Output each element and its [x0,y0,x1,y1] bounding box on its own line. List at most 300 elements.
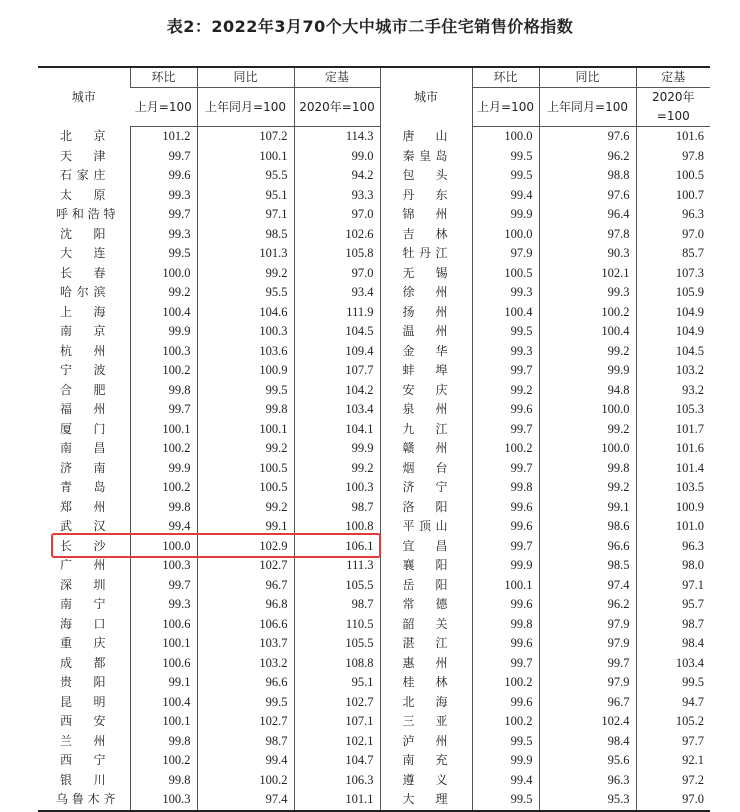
yoy-index-cell: 99.2 [539,420,636,440]
city-cell [38,712,130,732]
city-name: 岳 阳 [402,577,448,592]
mom-index-cell: 100.0 [130,537,197,557]
base-index-cell: 99.5 [636,673,710,693]
base-index-cell: 107.1 [294,712,380,732]
city-name: 秦皇岛 [402,148,448,163]
header-hb-left: 环比 [130,67,197,88]
mom-index-cell: 99.7 [130,147,197,167]
base-index-cell: 101.4 [636,459,710,479]
city-cell [380,205,472,225]
yoy-index-cell: 99.4 [197,751,294,771]
yoy-index-cell: 99.1 [197,517,294,537]
yoy-index-cell: 99.3 [539,283,636,303]
city-name: 北 海 [402,694,448,709]
table-row [38,595,710,615]
table-row [38,303,710,323]
yoy-index-cell: 100.5 [197,478,294,498]
city-cell [38,537,130,557]
mom-index-cell: 99.2 [130,283,197,303]
mom-index-cell: 99.4 [130,517,197,537]
yoy-index-cell: 100.9 [197,361,294,381]
city-name: 合 肥 [60,382,106,397]
table-row [38,693,710,713]
mom-index-cell: 99.9 [130,459,197,479]
mom-index-cell: 99.5 [472,147,539,167]
city-name: 扬 州 [402,304,448,319]
base-index-cell: 98.7 [294,595,380,615]
mom-index-cell: 100.0 [472,127,539,147]
city-cell [38,400,130,420]
city-name: 赣 州 [402,441,448,455]
city-cell [38,439,130,459]
mom-index-cell: 99.5 [472,732,539,752]
mom-index-cell: 99.5 [472,166,539,186]
city-name: 韶 关 [402,616,448,631]
base-index-cell: 92.1 [636,751,710,771]
base-index-cell: 97.0 [294,264,380,284]
table-row [38,751,710,771]
yoy-index-cell: 97.6 [539,186,636,206]
yoy-index-cell: 96.7 [539,693,636,713]
yoy-index-cell: 97.4 [197,790,294,811]
city-name: 惠 州 [402,655,448,670]
mom-index-cell: 100.2 [472,712,539,732]
city-name: 济 宁 [402,480,448,494]
table-row [38,225,710,245]
yoy-index-cell: 102.1 [539,264,636,284]
mom-index-cell: 99.8 [130,771,197,791]
city-name: 太 原 [60,187,106,202]
city-cell [38,420,130,440]
table-header [38,67,710,127]
base-index-cell: 93.2 [636,381,710,401]
table-row [38,439,710,459]
table-row [38,166,710,186]
table-row [38,283,710,303]
city-cell [380,654,472,674]
base-index-cell: 102.1 [294,732,380,752]
table-row [38,790,710,811]
yoy-index-cell: 97.6 [539,127,636,147]
yoy-index-cell: 99.2 [539,478,636,498]
base-index-cell: 93.3 [294,186,380,206]
city-cell [38,166,130,186]
city-name: 西 宁 [60,753,106,767]
mom-index-cell: 100.6 [130,615,197,635]
header-dj-base-right: 2020年=100 [636,88,710,127]
mom-index-cell: 97.9 [472,244,539,264]
yoy-index-cell: 98.6 [539,517,636,537]
city-name: 烟 台 [402,460,448,475]
city-cell [38,381,130,401]
table-row [38,127,710,147]
base-index-cell: 104.5 [636,342,710,362]
mom-index-cell: 100.2 [130,751,197,771]
mom-index-cell: 101.2 [130,127,197,147]
base-index-cell: 100.7 [636,186,710,206]
mom-index-cell: 99.9 [472,205,539,225]
city-cell [38,244,130,264]
city-cell [380,732,472,752]
base-index-cell: 93.4 [294,283,380,303]
city-cell [380,712,472,732]
city-cell [38,732,130,752]
header-hb-base-right: 上月=100 [472,88,539,127]
city-cell [380,517,472,537]
mom-index-cell: 99.8 [472,615,539,635]
city-cell [38,498,130,518]
city-cell [380,673,472,693]
city-name: 济 南 [60,460,106,475]
header-city-left: 城市 [71,89,96,104]
yoy-index-cell: 100.0 [539,439,636,459]
mom-index-cell: 99.8 [472,478,539,498]
yoy-index-cell: 107.2 [197,127,294,147]
yoy-index-cell: 102.4 [539,712,636,732]
yoy-index-cell: 99.2 [197,498,294,518]
header-dj-right: 定基 [636,67,710,88]
base-index-cell: 99.0 [294,147,380,167]
city-name: 泸 州 [402,733,448,748]
yoy-index-cell: 99.7 [539,654,636,674]
mom-index-cell: 99.6 [472,517,539,537]
mom-index-cell: 99.4 [472,186,539,206]
city-name: 包 头 [402,168,448,182]
base-index-cell: 95.1 [294,673,380,693]
table-row [38,361,710,381]
city-cell [380,790,472,811]
base-index-cell: 107.7 [294,361,380,381]
city-cell [38,342,130,362]
header-tb-base-right: 上年同月=100 [539,88,636,127]
yoy-index-cell: 100.0 [539,400,636,420]
table-row [38,322,710,342]
base-index-cell: 103.4 [636,654,710,674]
table-row [38,576,710,596]
mom-index-cell: 99.9 [472,556,539,576]
yoy-index-cell: 99.5 [197,693,294,713]
yoy-index-cell: 104.6 [197,303,294,323]
city-cell [38,283,130,303]
yoy-index-cell: 102.9 [197,537,294,557]
city-name: 宜 昌 [402,538,448,553]
base-index-cell: 105.5 [294,576,380,596]
base-index-cell: 104.7 [294,751,380,771]
city-cell [38,147,130,167]
table-row [38,537,710,557]
yoy-index-cell: 95.5 [197,283,294,303]
base-index-cell: 95.7 [636,595,710,615]
base-index-cell: 111.3 [294,556,380,576]
city-cell [38,576,130,596]
yoy-index-cell: 95.5 [197,166,294,186]
yoy-index-cell: 97.9 [539,673,636,693]
yoy-index-cell: 100.3 [197,322,294,342]
mom-index-cell: 99.7 [472,459,539,479]
city-name: 深 圳 [60,577,106,592]
base-index-cell: 105.9 [636,283,710,303]
base-index-cell: 109.4 [294,342,380,362]
mom-index-cell: 100.1 [130,420,197,440]
city-cell [38,790,130,811]
yoy-index-cell: 100.2 [197,771,294,791]
city-cell [380,751,472,771]
city-cell [380,244,472,264]
city-name: 泉 州 [402,402,448,416]
yoy-index-cell: 96.2 [539,595,636,615]
yoy-index-cell: 99.2 [197,439,294,459]
mom-index-cell: 99.6 [472,634,539,654]
city-cell [38,595,130,615]
city-name: 襄 阳 [402,558,448,572]
mom-index-cell: 100.1 [130,712,197,732]
city-cell [380,634,472,654]
base-index-cell: 107.3 [636,264,710,284]
city-cell [380,556,472,576]
mom-index-cell: 100.4 [130,303,197,323]
base-index-cell: 106.3 [294,771,380,791]
base-index-cell: 96.3 [636,205,710,225]
table-row [38,342,710,362]
city-cell [380,186,472,206]
mom-index-cell: 100.2 [130,478,197,498]
yoy-index-cell: 96.2 [539,147,636,167]
header-tb-base-left: 上年同月=100 [197,88,294,127]
base-index-cell: 104.5 [294,322,380,342]
table-row [38,712,710,732]
city-name: 银 川 [60,772,106,787]
yoy-index-cell: 106.6 [197,615,294,635]
city-cell [38,615,130,635]
base-index-cell: 101.1 [294,790,380,811]
city-cell [380,225,472,245]
base-index-cell: 114.3 [294,127,380,147]
city-cell [380,400,472,420]
table-row [38,498,710,518]
table-row [38,517,710,537]
yoy-index-cell: 98.8 [539,166,636,186]
city-name: 重 庆 [60,636,106,650]
mom-index-cell: 99.9 [472,751,539,771]
mom-index-cell: 99.3 [130,186,197,206]
mom-index-cell: 99.8 [130,498,197,518]
city-cell [380,693,472,713]
city-cell [38,361,130,381]
mom-index-cell: 99.4 [472,771,539,791]
city-cell [380,264,472,284]
base-index-cell: 97.2 [636,771,710,791]
city-cell [380,322,472,342]
base-index-cell: 104.9 [636,322,710,342]
table-row [38,556,710,576]
yoy-index-cell: 99.9 [539,361,636,381]
city-cell [380,439,472,459]
table-row [38,264,710,284]
base-index-cell: 100.8 [294,517,380,537]
base-index-cell: 97.0 [636,790,710,811]
city-name: 唐 山 [402,128,448,143]
base-index-cell: 98.4 [636,634,710,654]
city-name: 徐 州 [402,285,448,299]
base-index-cell: 102.6 [294,225,380,245]
mom-index-cell: 100.0 [130,264,197,284]
city-cell [380,537,472,557]
table-row [38,381,710,401]
header-tb-left: 同比 [197,67,294,88]
city-name: 沈 阳 [60,226,106,241]
base-index-cell: 97.0 [294,205,380,225]
header-city-right: 城市 [380,67,472,127]
table-row [38,771,710,791]
mom-index-cell: 100.4 [472,303,539,323]
mom-index-cell: 100.2 [130,361,197,381]
base-index-cell: 103.5 [636,478,710,498]
header-hb-base-left: 上月=100 [130,88,197,127]
city-name: 武 汉 [60,519,106,533]
base-index-cell: 99.2 [294,459,380,479]
city-cell [38,322,130,342]
city-name: 天 津 [60,148,106,163]
yoy-index-cell: 97.9 [539,615,636,635]
yoy-index-cell: 100.1 [197,147,294,167]
city-name: 青 岛 [60,480,106,494]
city-name: 乌鲁木齐 [56,792,116,806]
table-row [38,634,710,654]
header-hb-right: 环比 [472,67,539,88]
city-name: 锦 州 [402,207,448,221]
yoy-index-cell: 95.6 [539,751,636,771]
city-name: 大 理 [402,792,448,806]
city-name: 上 海 [60,304,106,319]
yoy-index-cell: 96.8 [197,595,294,615]
mom-index-cell: 99.6 [472,498,539,518]
mom-index-cell: 99.3 [472,342,539,362]
yoy-index-cell: 99.2 [539,342,636,362]
yoy-index-cell: 98.5 [197,225,294,245]
base-index-cell: 101.7 [636,420,710,440]
city-cell [38,673,130,693]
city-name: 九 江 [402,421,448,436]
yoy-index-cell: 97.9 [539,634,636,654]
base-index-cell: 101.6 [636,439,710,459]
yoy-index-cell: 99.2 [197,264,294,284]
yoy-index-cell: 100.1 [197,420,294,440]
city-cell [38,127,130,147]
table-row [38,147,710,167]
yoy-index-cell: 103.2 [197,654,294,674]
city-cell [38,205,130,225]
mom-index-cell: 100.3 [130,790,197,811]
city-cell [380,303,472,323]
city-cell [38,186,130,206]
yoy-index-cell: 99.5 [197,381,294,401]
yoy-index-cell: 103.6 [197,342,294,362]
table-row [38,459,710,479]
city-name: 蚌 埠 [402,363,448,377]
city-name: 南 充 [402,753,448,767]
mom-index-cell: 99.7 [130,205,197,225]
city-cell [380,771,472,791]
base-index-cell: 101.0 [636,517,710,537]
city-cell [38,303,130,323]
mom-index-cell: 100.2 [130,439,197,459]
mom-index-cell: 100.1 [472,576,539,596]
city-cell [380,342,472,362]
city-cell [380,420,472,440]
city-name: 无 锡 [402,265,448,280]
base-index-cell: 100.3 [294,478,380,498]
mom-index-cell: 99.3 [130,225,197,245]
city-name: 南 昌 [60,441,106,455]
table-title: 表2：2022年3月70个大中城市二手住宅销售价格指数 [166,17,574,36]
yoy-index-cell: 98.4 [539,732,636,752]
city-name: 三 亚 [402,714,448,728]
base-index-cell: 97.8 [636,147,710,167]
city-name: 温 州 [402,324,448,338]
yoy-index-cell: 101.3 [197,244,294,264]
base-index-cell: 110.5 [294,615,380,635]
yoy-index-cell: 95.1 [197,186,294,206]
mom-index-cell: 100.2 [472,673,539,693]
base-index-cell: 104.9 [636,303,710,323]
city-cell [38,556,130,576]
city-cell [380,283,472,303]
table-row [38,420,710,440]
mom-index-cell: 100.2 [472,439,539,459]
table-row [38,186,710,206]
base-index-cell: 101.6 [636,127,710,147]
yoy-index-cell: 102.7 [197,712,294,732]
yoy-index-cell: 90.3 [539,244,636,264]
header-dj-base-left: 2020年=100 [294,88,380,127]
city-name: 大 连 [60,246,106,260]
table-row [38,732,710,752]
yoy-index-cell: 96.7 [197,576,294,596]
city-name: 海 口 [60,616,106,631]
table-row [38,205,710,225]
yoy-index-cell: 97.8 [539,225,636,245]
city-cell [380,478,472,498]
base-index-cell: 104.2 [294,381,380,401]
base-index-cell: 97.0 [636,225,710,245]
base-index-cell: 105.3 [636,400,710,420]
mom-index-cell: 99.7 [472,537,539,557]
base-index-cell: 94.2 [294,166,380,186]
city-name: 广 州 [60,558,106,572]
table-row [38,400,710,420]
city-name: 平顶山 [402,519,448,533]
city-name: 哈尔滨 [60,285,106,299]
city-cell [380,166,472,186]
city-name: 牡丹江 [402,246,448,260]
city-cell [38,459,130,479]
city-name: 厦 门 [60,421,106,436]
mom-index-cell: 99.7 [472,654,539,674]
table-row [38,654,710,674]
base-index-cell: 104.1 [294,420,380,440]
yoy-index-cell: 98.7 [197,732,294,752]
yoy-index-cell: 102.7 [197,556,294,576]
base-index-cell: 99.9 [294,439,380,459]
city-name: 桂 林 [402,675,448,689]
yoy-index-cell: 100.5 [197,459,294,479]
base-index-cell: 111.9 [294,303,380,323]
city-name: 宁 波 [60,363,106,377]
base-index-cell: 105.8 [294,244,380,264]
base-index-cell: 96.3 [636,537,710,557]
base-index-cell: 103.4 [294,400,380,420]
city-name: 郑 州 [60,499,106,514]
